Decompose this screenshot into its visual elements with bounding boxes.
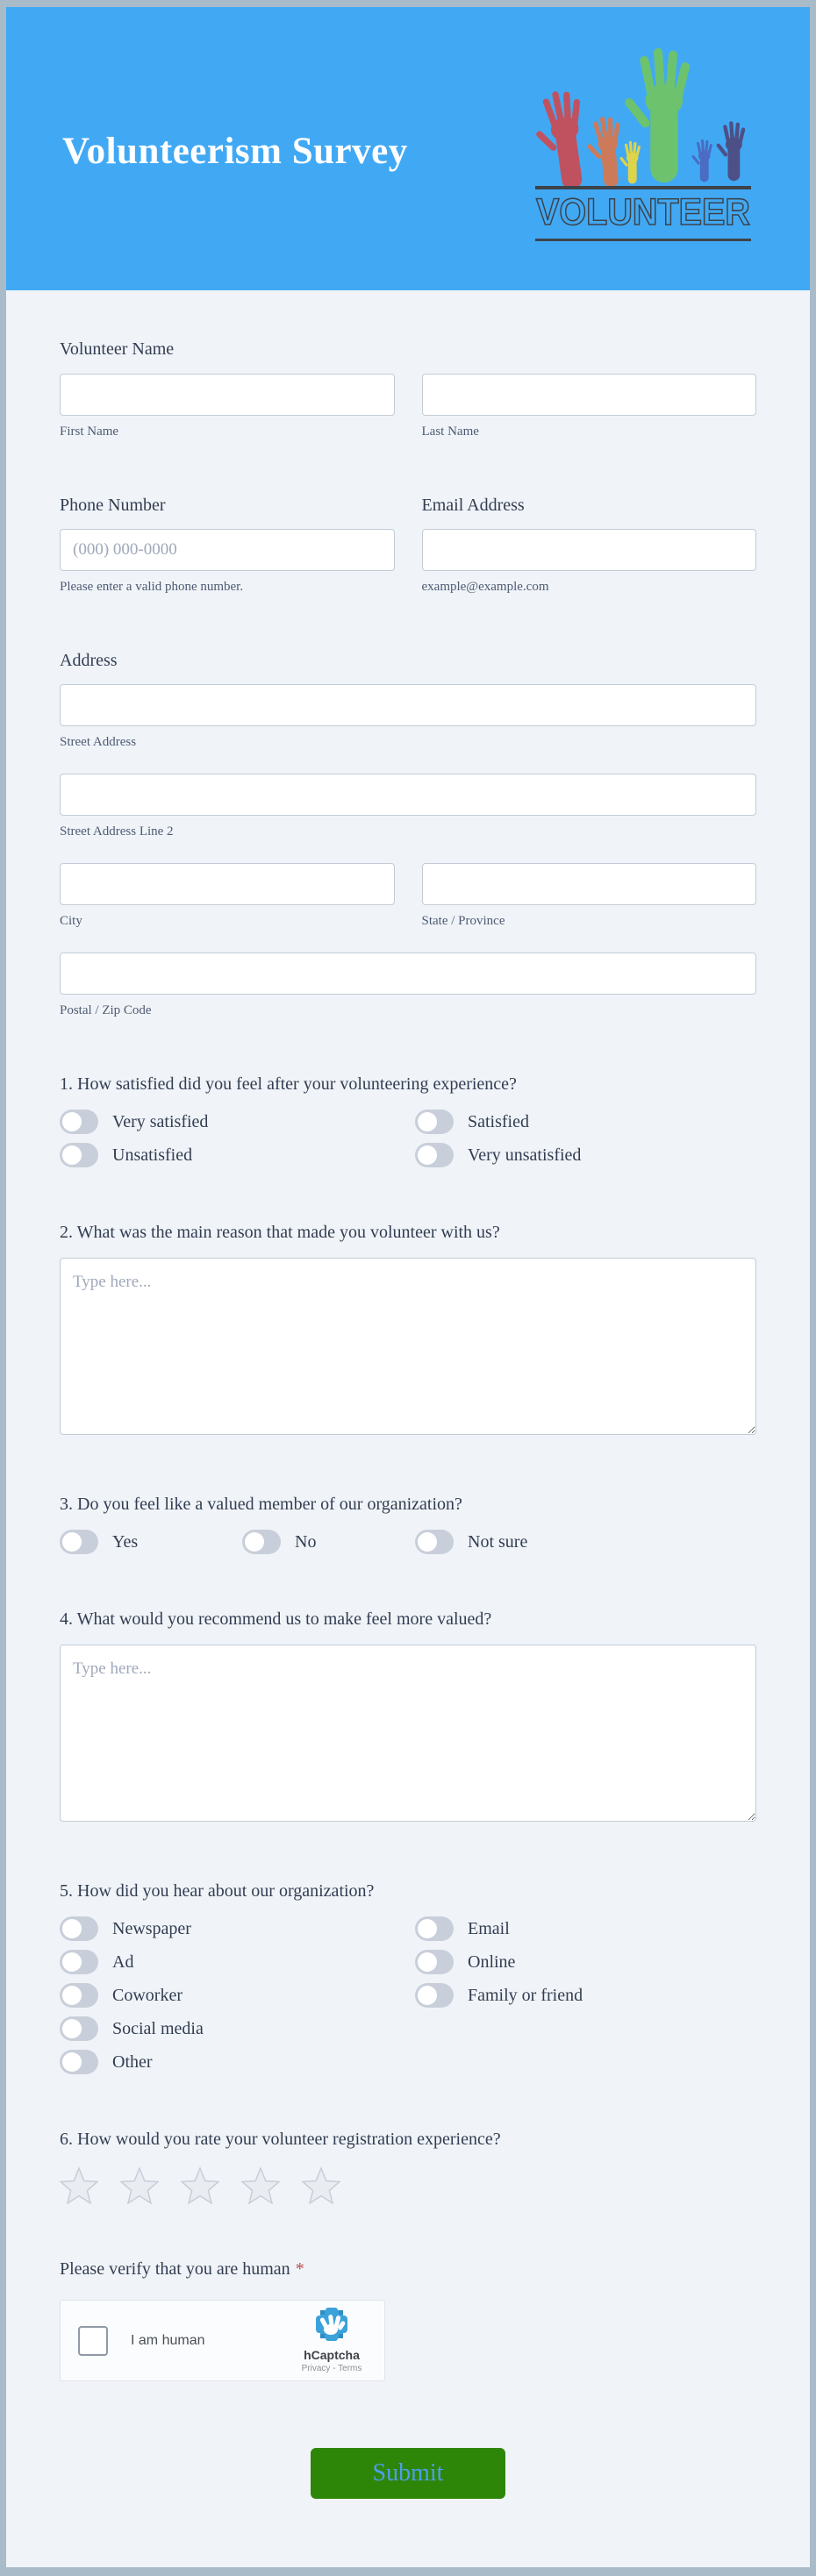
q5-option-other[interactable] <box>60 2050 415 2074</box>
checkbox-toggle-icon[interactable] <box>415 1916 454 1941</box>
q3-option-yes[interactable] <box>60 1530 242 1554</box>
option-label: Family or friend <box>468 1985 583 2005</box>
option-label: Satisfied <box>468 1111 529 1131</box>
street-address2-input[interactable] <box>60 774 756 816</box>
question-3-text: 3. Do you feel like a valued member of our organization? <box>60 1495 462 1514</box>
q1-option-satisfied[interactable] <box>415 1110 756 1134</box>
email-label: Email Address <box>421 496 525 515</box>
option-label: Coworker <box>112 1985 183 2005</box>
radio-toggle-icon[interactable] <box>242 1530 281 1554</box>
question-1-text: 1. How satisfied did you feel after your volunteering experience? <box>60 1074 517 1094</box>
star-icon[interactable] <box>120 2166 159 2204</box>
name-label: Volunteer Name <box>60 339 175 359</box>
question-6-text: 6. How would you rate your volunteer registration experience? <box>60 2130 501 2149</box>
hand-orange <box>583 115 626 189</box>
captcha-label <box>60 2258 756 2280</box>
logo-bottom-line <box>535 239 751 241</box>
section-phone-email <box>60 494 756 596</box>
hcaptcha-checkbox-label: I am human <box>131 2332 205 2348</box>
question-4-text: 4. What would you recommend us to make feel more valued? <box>60 1609 492 1629</box>
checkbox-toggle-icon[interactable] <box>60 1916 98 1941</box>
required-asterisk: * <box>295 2259 304 2279</box>
question-5-text: 5. How did you hear about our organization? <box>60 1881 375 1901</box>
question-2-text: 2. What was the main reason that made you volunteer with us? <box>60 1223 500 1242</box>
question-3 <box>60 1493 756 1554</box>
hcaptcha-privacy-terms-links[interactable]: Privacy - Terms <box>301 2364 362 2373</box>
star-icon[interactable] <box>181 2166 219 2204</box>
q2-textarea[interactable] <box>60 1258 756 1435</box>
hand-yellow <box>619 141 641 184</box>
radio-toggle-icon[interactable] <box>415 1110 454 1134</box>
q5-option-social-media[interactable] <box>60 2016 415 2041</box>
q1-option-very-satisfied[interactable] <box>60 1110 415 1134</box>
q5-option-coworker[interactable] <box>60 1983 415 2008</box>
hcaptcha-checkbox[interactable] <box>78 2326 108 2356</box>
radio-toggle-icon[interactable] <box>415 1143 454 1167</box>
street-address-sublabel: Street Address <box>60 735 137 749</box>
captcha-label-text: Please verify that you are human <box>60 2259 290 2279</box>
checkbox-toggle-icon[interactable] <box>60 2050 98 2074</box>
option-label: Online <box>468 1952 516 1972</box>
option-label: No <box>295 1531 317 1552</box>
question-6 <box>60 2128 756 2204</box>
checkbox-toggle-icon[interactable] <box>60 1983 98 2008</box>
submit-row <box>60 2448 756 2499</box>
q3-option-no[interactable] <box>242 1530 415 1554</box>
q5-option-ad[interactable] <box>60 1950 415 1974</box>
option-label: Ad <box>112 1952 134 1972</box>
option-label: Social media <box>112 2018 204 2038</box>
q5-option-family-or-friend[interactable] <box>415 1983 583 2008</box>
q5-option-online[interactable] <box>415 1950 583 1974</box>
q1-option-unsatisfied[interactable] <box>60 1143 415 1167</box>
email-input[interactable] <box>422 529 757 571</box>
option-label: Very satisfied <box>112 1111 209 1131</box>
first-name-sublabel: First Name <box>60 425 119 439</box>
star-icon[interactable] <box>60 2166 98 2204</box>
last-name-input[interactable] <box>422 374 757 416</box>
star-rating <box>60 2166 756 2204</box>
logo-top-line <box>535 186 751 189</box>
form-body <box>6 290 810 2567</box>
question-1 <box>60 1073 756 1167</box>
form-header <box>6 7 810 290</box>
hcaptcha-logo-icon <box>312 2308 351 2341</box>
hand-navy <box>716 121 746 181</box>
volunteer-hands-logo <box>533 39 753 253</box>
checkbox-toggle-icon[interactable] <box>415 1983 454 2008</box>
q5-option-email[interactable] <box>415 1916 583 1941</box>
form-page <box>6 7 810 2567</box>
city-input[interactable] <box>60 863 395 905</box>
radio-toggle-icon[interactable] <box>415 1530 454 1554</box>
question-2 <box>60 1221 756 1439</box>
option-label: Yes <box>112 1531 139 1552</box>
star-icon[interactable] <box>302 2166 340 2204</box>
email-sublabel: example@example.com <box>421 580 549 594</box>
state-input[interactable] <box>422 863 757 905</box>
option-label: Other <box>112 2052 153 2072</box>
section-address <box>60 649 756 1019</box>
q4-textarea[interactable] <box>60 1645 756 1822</box>
postal-code-sublabel: Postal / Zip Code <box>60 1003 152 1017</box>
q1-option-very-unsatisfied[interactable] <box>415 1143 756 1167</box>
last-name-sublabel: Last Name <box>421 425 479 439</box>
street-address-input[interactable] <box>60 684 756 726</box>
hcaptcha-brand-text: hCaptcha <box>304 2348 360 2362</box>
street-address2-sublabel: Street Address Line 2 <box>60 824 174 838</box>
first-name-input[interactable] <box>60 374 395 416</box>
hand-red <box>533 88 592 193</box>
hand-blue <box>691 139 712 182</box>
question-5 <box>60 1880 756 2074</box>
question-4 <box>60 1608 756 1826</box>
option-label: Newspaper <box>112 1918 191 1938</box>
section-captcha <box>60 2258 756 2381</box>
option-label: Email <box>468 1918 510 1938</box>
hcaptcha-widget <box>60 2300 385 2381</box>
star-icon[interactable] <box>241 2166 280 2204</box>
state-sublabel: State / Province <box>421 914 505 928</box>
radio-toggle-icon[interactable] <box>60 1530 98 1554</box>
radio-toggle-icon[interactable] <box>60 1143 98 1167</box>
checkbox-toggle-icon[interactable] <box>60 1950 98 1974</box>
address-label: Address <box>60 651 118 670</box>
phone-label: Phone Number <box>60 496 166 515</box>
logo-word: VOLUNTEER <box>536 191 750 233</box>
hcaptcha-branding <box>290 2308 374 2373</box>
postal-code-input[interactable] <box>60 953 756 995</box>
section-volunteer-name <box>60 338 756 440</box>
option-label: Not sure <box>468 1531 528 1552</box>
phone-input[interactable] <box>60 529 395 571</box>
checkbox-toggle-icon[interactable] <box>60 2016 98 2041</box>
form-title: Volunteerism Survey <box>62 131 408 172</box>
q3-option-not-sure[interactable] <box>415 1530 756 1554</box>
checkbox-toggle-icon[interactable] <box>415 1950 454 1974</box>
submit-button[interactable]: Submit <box>311 2448 505 2499</box>
radio-toggle-icon[interactable] <box>60 1110 98 1134</box>
q5-option-newspaper[interactable] <box>60 1916 415 1941</box>
option-label: Unsatisfied <box>112 1145 193 1165</box>
phone-sublabel: Please enter a valid phone number. <box>60 580 244 594</box>
city-sublabel: City <box>60 914 82 928</box>
option-label: Very unsatisfied <box>468 1145 582 1165</box>
